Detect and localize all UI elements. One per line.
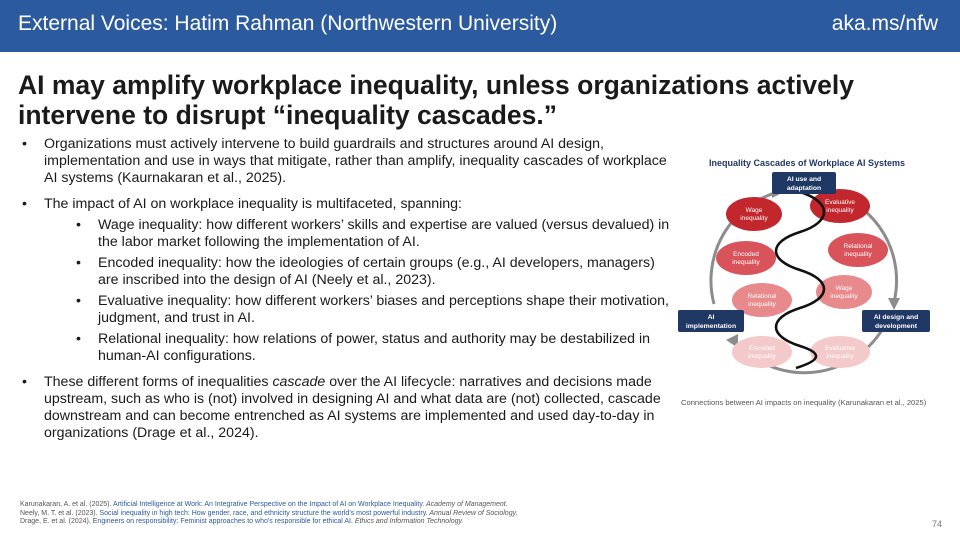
bullet-cascade bbox=[20, 374, 670, 442]
diagram-caption: Connections between AI impacts on inequality (Karunakaran et al., 2025) bbox=[681, 398, 927, 407]
bullet-multifaceted-text: The impact of AI on workplace inequality is multifaceted, spanning: bbox=[44, 196, 462, 212]
svg-text:Encoded: Encoded bbox=[733, 251, 759, 258]
reference-karunakaran: Karunakaran, A. et al. (2025). Artificial Intelligence at Work: An Integrative Perspective on the Impact of AI on Workplace Inequality. Academy of Management. bbox=[20, 501, 508, 508]
references bbox=[20, 501, 900, 527]
reference-link-drage[interactable]: Engineers on responsibility: Feminist approaches to who’s responsible for ethical AI. bbox=[92, 518, 353, 526]
bullet-guardrails: • Organizations must actively intervene to build guardrails and structures around AI design, implementation and use in ways that mitigate, rather than amplify, inequality cascades of workplace AI systems (Kaurnakaran et al., 2025). bbox=[20, 136, 670, 187]
svg-text:inequality: inequality bbox=[740, 215, 768, 222]
header-title: External Voices: Hatim Rahman (Northwestern University) bbox=[18, 12, 558, 35]
stage-ai-use bbox=[772, 172, 836, 194]
svg-text:Relational: Relational bbox=[747, 293, 777, 300]
bullet-cascade-post: over the AI lifecycle: narratives and decisions made upstream, such as who is (not) involved in designing AI and what data are (not) collected, cascade downstream and can become entrenched as AI systems are implemented and used day-to-day in organizations (Drage et al., 2024). bbox=[44, 374, 661, 441]
svg-text:inequality: inequality bbox=[826, 207, 854, 214]
bullet-list bbox=[20, 136, 670, 442]
sub-bullet-evaluative: • Evaluative inequality: how different workers’ biases and perceptions shape their motivation, judgment, and trust in AI. bbox=[74, 293, 670, 327]
svg-text:Evaluative: Evaluative bbox=[825, 345, 855, 352]
reference-drage: Drage, E. et al. (2024). Engineers on responsibility: Feminist approaches to who’s responsible for ethical AI. Ethics and Information Technology. bbox=[20, 518, 464, 526]
svg-text:development: development bbox=[875, 323, 917, 330]
svg-text:Relational: Relational bbox=[843, 243, 873, 250]
svg-text:inequality: inequality bbox=[732, 259, 760, 266]
node-encoded-bottom bbox=[732, 336, 792, 368]
diagram-title: Inequality Cascades of Workplace AI Systems bbox=[708, 158, 906, 168]
stage-ai-implementation bbox=[678, 310, 744, 332]
slide-headline: AI may amplify workplace inequality, unless organizations actively intervene to disrupt “inequality cascades.” bbox=[18, 70, 855, 130]
bullet-multifaceted bbox=[20, 196, 670, 365]
svg-text:Wage: Wage bbox=[745, 207, 763, 214]
svg-text:Wage: Wage bbox=[835, 285, 853, 292]
sub-bullet-encoded: • Encoded inequality: how the ideologies of certain groups (e.g., AI developers, managers) are inscribed into the design of AI (Neely et al., 2023). bbox=[74, 255, 670, 289]
header-link[interactable]: aka.ms/nfw bbox=[831, 12, 938, 35]
sub-bullet-wage: • Wage inequality: how different workers’ skills and expertise are valued (versus devalued) in the labor market following the implementation of AI. bbox=[74, 217, 670, 251]
svg-text:AI design and: AI design and bbox=[873, 314, 919, 321]
svg-text:Encoded: Encoded bbox=[749, 345, 775, 352]
node-relational-mid bbox=[828, 233, 888, 267]
node-encoded-mid bbox=[716, 241, 776, 275]
reference-link-karunakaran[interactable]: Artificial Intelligence at Work: An Integrative Perspective on the Impact of AI on Workplace Inequality. bbox=[113, 501, 425, 508]
node-evaluative-bottom bbox=[810, 336, 870, 368]
sub-bullet-list bbox=[44, 217, 670, 365]
svg-text:inequality: inequality bbox=[748, 301, 776, 308]
svg-text:adaptation: adaptation bbox=[786, 185, 822, 192]
sub-bullet-relational: • Relational inequality: how relations of power, status and authority may be destabilized in human-AI configurations. bbox=[74, 331, 670, 365]
node-evaluative-top bbox=[810, 189, 870, 223]
ring-arrowhead-right bbox=[888, 298, 900, 310]
svg-text:Evaluative: Evaluative bbox=[825, 199, 855, 206]
reference-link-neely[interactable]: Social inequality in high tech: How gender, race, and ethnicity structure the world’s most powerful industry. bbox=[99, 509, 428, 517]
svg-text:inequality: inequality bbox=[830, 293, 858, 300]
svg-text:inequality: inequality bbox=[844, 251, 872, 258]
svg-text:inequality: inequality bbox=[826, 353, 854, 360]
svg-text:AI use and: AI use and bbox=[786, 176, 822, 183]
node-wage-top bbox=[726, 197, 782, 231]
bullet-content bbox=[20, 136, 670, 451]
bullet-cascade-pre: These different forms of inequalities bbox=[44, 374, 273, 390]
svg-text:implementation: implementation bbox=[685, 323, 737, 330]
stage-ai-design bbox=[862, 310, 930, 332]
svg-text:inequality: inequality bbox=[748, 353, 776, 360]
bullet-cascade-em: cascade bbox=[272, 374, 326, 390]
reference-neely: Neely, M. T. et al. (2023). Social inequality in high tech: How gender, race, and ethnicity structure the world’s most powerful industry. Annual Review of Sociology. bbox=[20, 509, 518, 517]
page-number: 74 bbox=[931, 519, 942, 529]
svg-text:AI: AI bbox=[707, 314, 715, 321]
header-bar bbox=[0, 0, 960, 52]
inequality-cascade-diagram bbox=[672, 152, 942, 392]
